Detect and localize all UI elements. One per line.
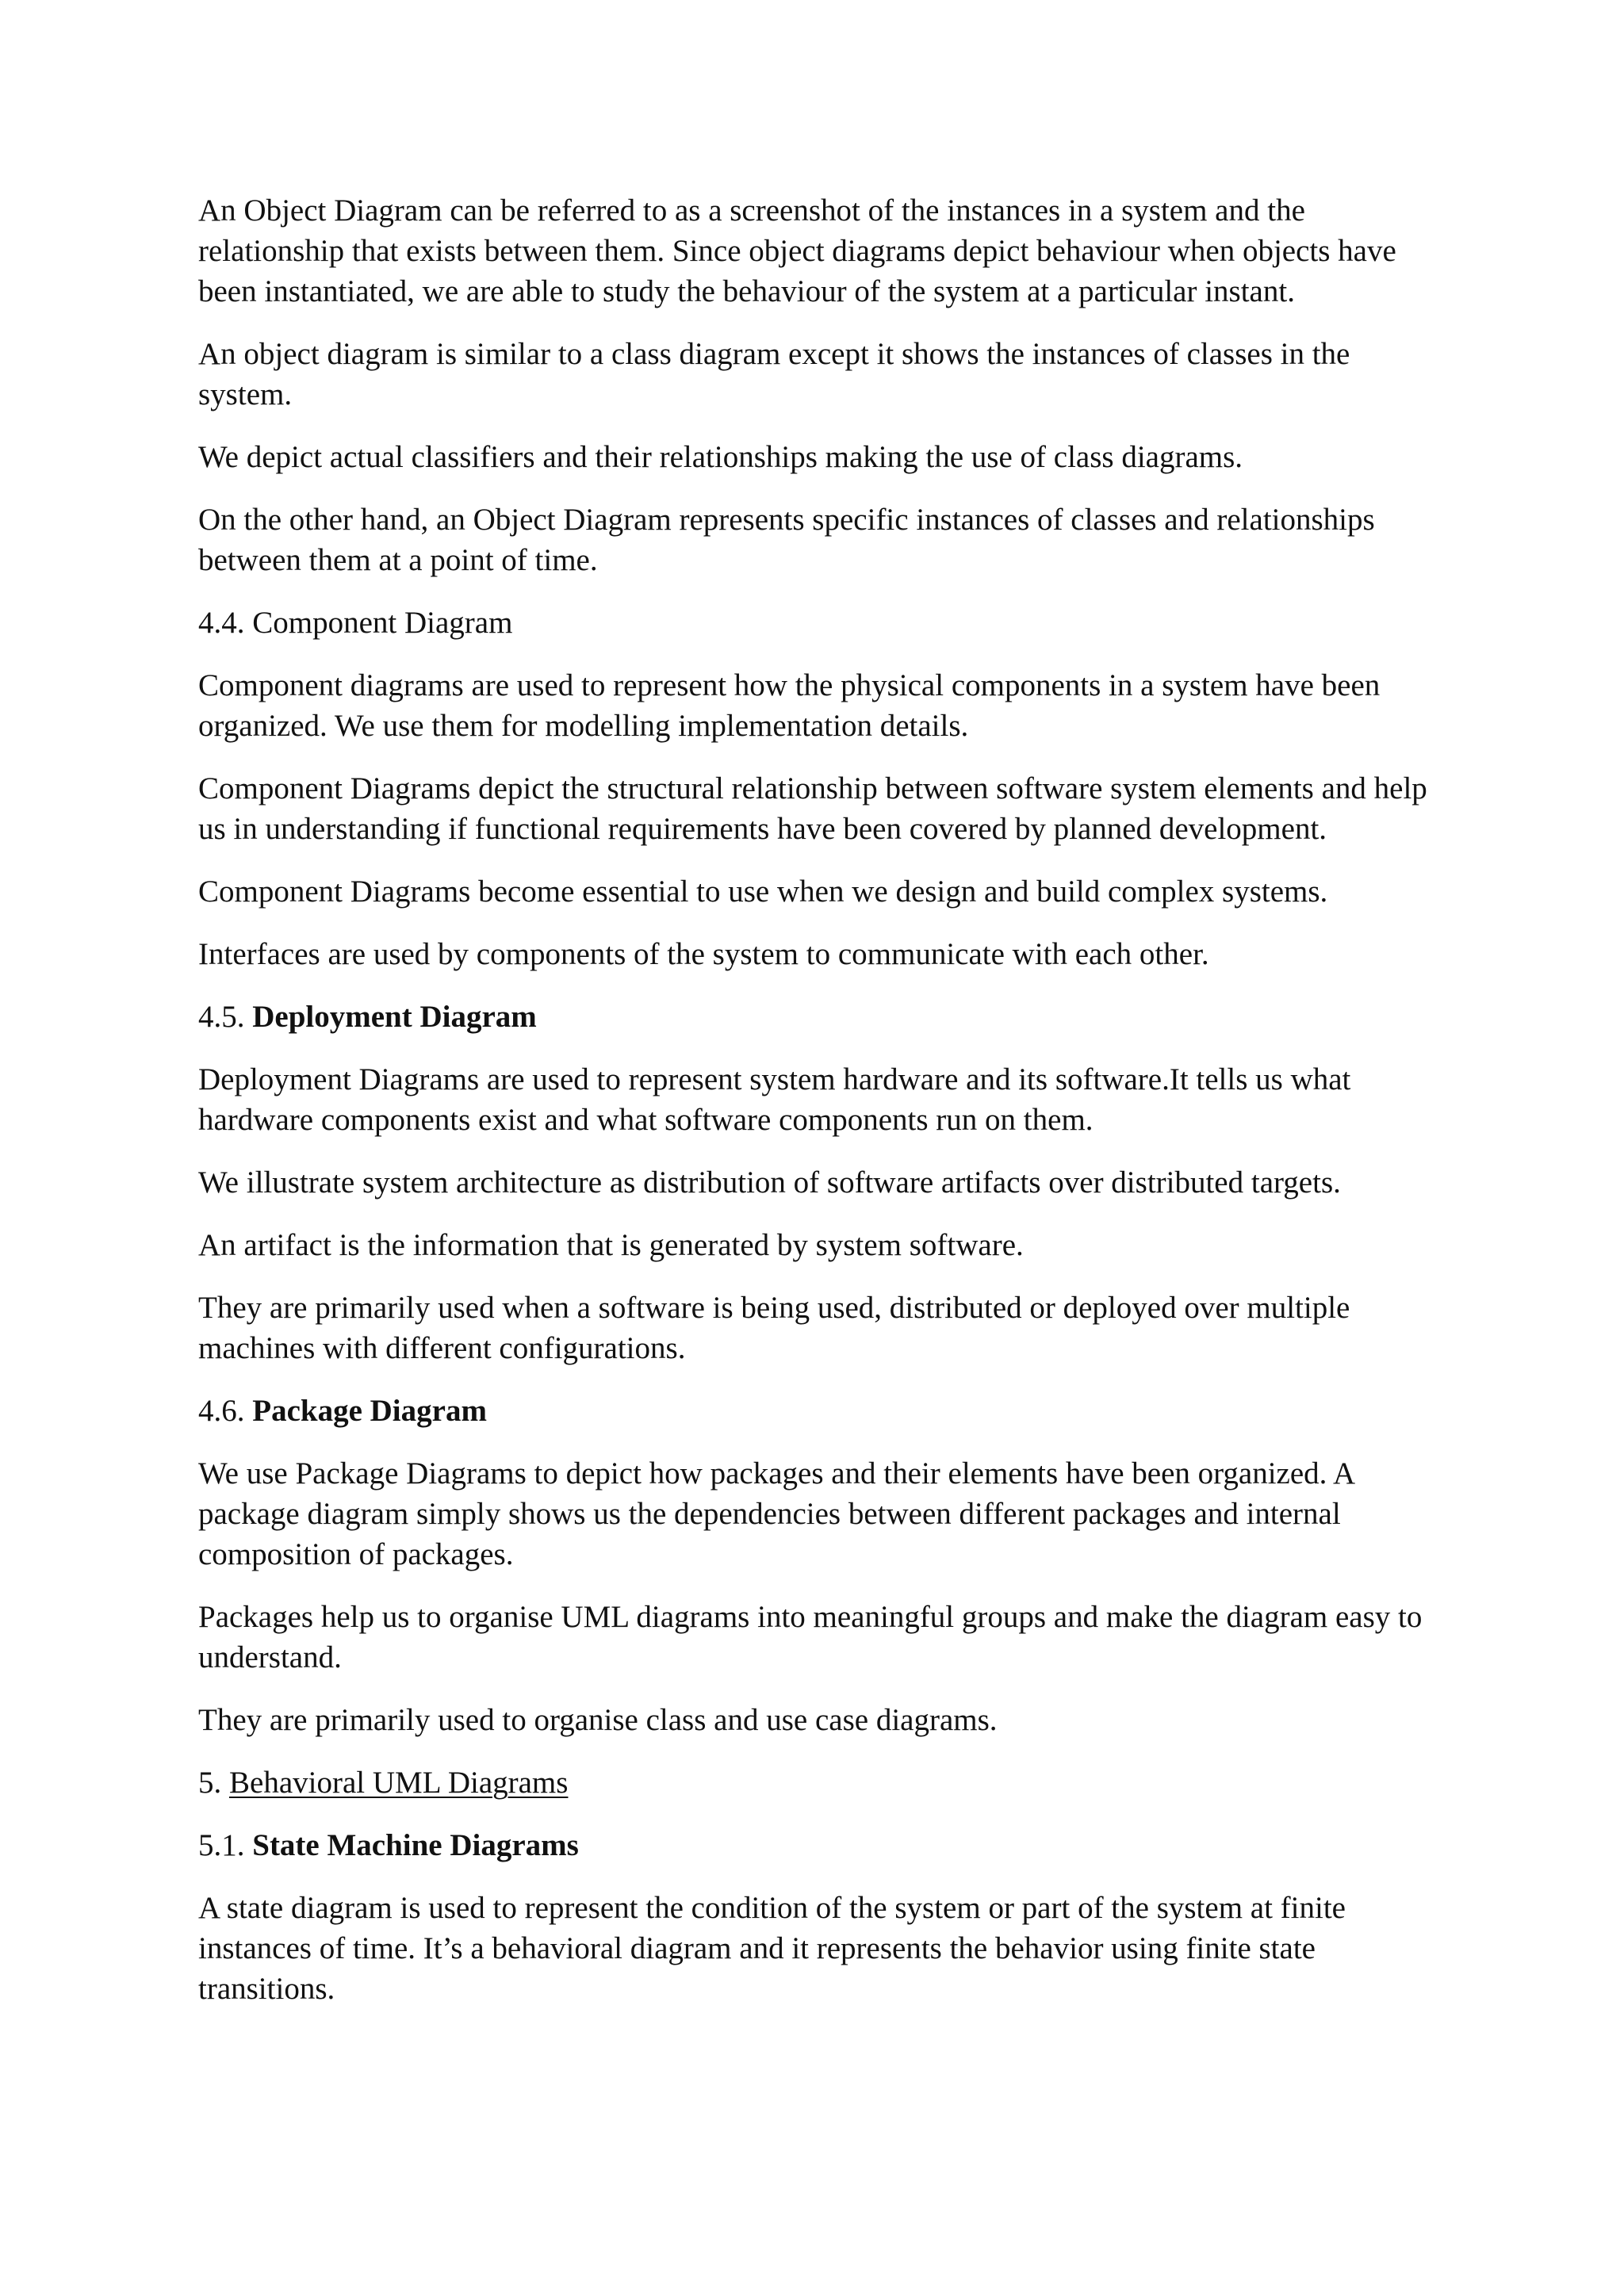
state-machine-title: State Machine Diagrams xyxy=(252,1828,579,1862)
package-diagram-paragraph-1: We use Package Diagrams to depict how packages and their elements have been organized. A package diagram simply shows us the dependencies between different packages and internal composition of packages. xyxy=(198,1456,1354,1571)
deployment-diagram-number: 4.5. xyxy=(198,1000,245,1034)
deployment-diagram-paragraph-2: We illustrate system architecture as distribution of software artifacts over distributed targets. xyxy=(198,1165,1341,1200)
component-diagram-paragraph-2: Component Diagrams depict the structural relationship between software system elements and help us in understanding if functional requirements have been covered by planned development. xyxy=(198,771,1427,846)
state-machine-paragraph-1: A state diagram is used to represent the condition of the system or part of the system at finite instances of time. It’s a behavioral diagram and it represents the behavior using finite state transitions. xyxy=(198,1891,1346,2006)
object-diagram-paragraph-1: An Object Diagram can be referred to as a screenshot of the instances in a system and the relationship that exists between them. Since object diagrams depict behaviour when objects have been instantiated, we are able to study the behaviour of the system at a particular instant. xyxy=(198,193,1396,308)
package-diagram-number: 4.6. xyxy=(198,1394,245,1428)
package-diagram-paragraph-2: Packages help us to organise UML diagrams into meaningful groups and make the diagram easy to understand. xyxy=(198,1600,1423,1674)
behavioral-diagrams-heading xyxy=(198,1762,1451,1803)
behavioral-diagrams-title: Behavioral UML Diagrams xyxy=(229,1766,569,1800)
package-diagram-heading xyxy=(198,1391,1451,1431)
deployment-diagram-paragraph-3: An artifact is the information that is generated by system software. xyxy=(198,1228,1024,1262)
document-page xyxy=(198,190,1451,2031)
object-diagram-paragraph-4: On the other hand, an Object Diagram represents specific instances of classes and relationships between them at a point of time. xyxy=(198,503,1375,577)
deployment-diagram-paragraph-1: Deployment Diagrams are used to represent system hardware and its software.It tells us what hardware components exist and what software components run on them. xyxy=(198,1062,1351,1137)
state-machine-heading xyxy=(198,1825,1451,1866)
object-diagram-paragraph-2: An object diagram is similar to a class diagram except it shows the instances of classes in the system. xyxy=(198,337,1350,411)
object-diagram-paragraph-3: We depict actual classifiers and their relationships making the use of class diagrams. xyxy=(198,440,1243,474)
component-diagram-paragraph-1: Component diagrams are used to represent how the physical components in a system have been organized. We use them for modelling implementation details. xyxy=(198,668,1381,743)
package-diagram-paragraph-3: They are primarily used to organise class and use case diagrams. xyxy=(198,1703,998,1737)
component-diagram-paragraph-4: Interfaces are used by components of the system to communicate with each other. xyxy=(198,937,1209,971)
deployment-diagram-heading xyxy=(198,997,1451,1037)
state-machine-number: 5.1. xyxy=(198,1828,245,1862)
component-diagram-paragraph-3: Component Diagrams become essential to use when we design and build complex systems. xyxy=(198,874,1328,909)
deployment-diagram-paragraph-4: They are primarily used when a software is being used, distributed or deployed over multiple machines with different configurations. xyxy=(198,1291,1350,1365)
component-diagram-heading: 4.4. Component Diagram xyxy=(198,606,513,640)
package-diagram-title: Package Diagram xyxy=(252,1394,487,1428)
behavioral-diagrams-number: 5. xyxy=(198,1766,222,1800)
deployment-diagram-title: Deployment Diagram xyxy=(252,1000,537,1034)
